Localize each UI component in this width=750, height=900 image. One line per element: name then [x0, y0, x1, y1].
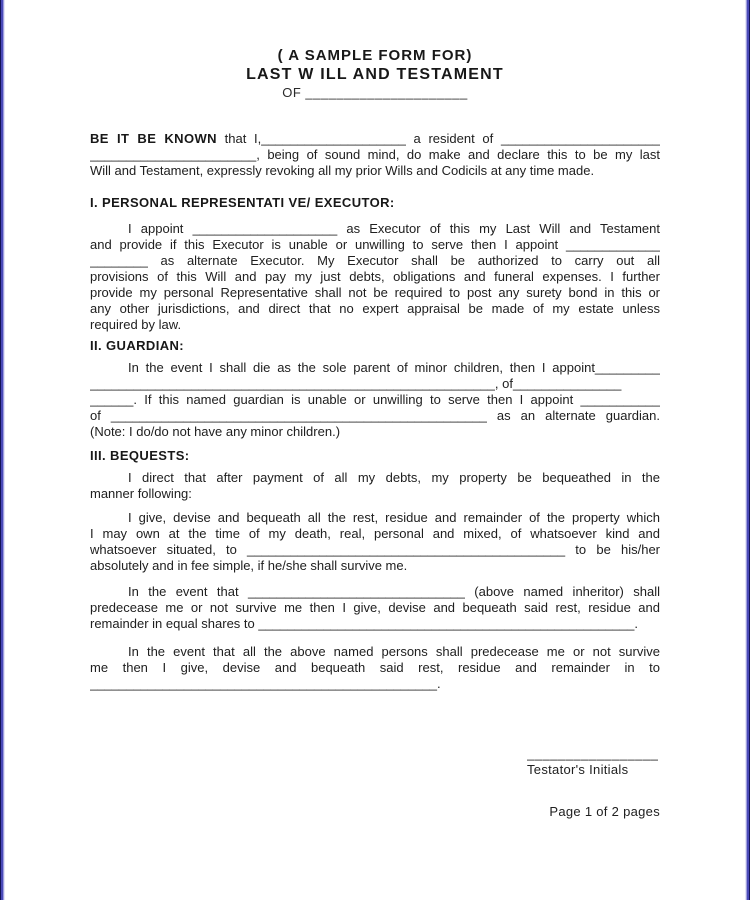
guardian-line-4: of ____________________________________________________ as an alternate guardian.	[90, 408, 660, 423]
initials-blank-field: _________________	[527, 746, 659, 761]
bequests-direct-paragraph	[90, 470, 660, 502]
bequests-all-predecease-paragraph	[90, 644, 660, 692]
inheritor-line-3: remainder in equal shares to ____________________________________________________.	[90, 616, 638, 631]
executor-line-7: required by law.	[90, 317, 182, 332]
executor-line-6: any other jurisdictions, and direct that no expert appraisal be made of my estate unless	[90, 301, 660, 316]
page-number-label: Page 1 of 2 pages	[549, 804, 660, 819]
bequests-give-paragraph	[90, 510, 660, 574]
executor-line-1: I appoint ____________________ as Executor of this my Last Will and Testament	[128, 221, 660, 236]
all-predecease-line-1: In the event that all the above named persons shall predecease me or not survive	[128, 644, 660, 659]
executor-line-5: provide my personal Representative shall not be required to post any surety bond in this or	[90, 285, 660, 300]
all-predecease-line-3: ________________________________________________.	[90, 676, 441, 691]
of-label: OF	[282, 85, 302, 100]
guardian-line-3: ______. If this named guardian is unable or unwilling to serve then I appoint ___________	[90, 392, 660, 407]
inheritor-line-1: In the event that ______________________________ (above named inheritor) shall	[128, 584, 660, 599]
bequests-inheritor-paragraph	[90, 584, 660, 632]
intro-line-2: _______________________, being of sound mind, do make and declare this to be my last	[90, 147, 660, 162]
executor-line-4: provisions of this Will and pay my just debts, obligations and funeral expenses. I further	[90, 269, 660, 284]
testator-initials-block	[527, 746, 660, 778]
title-sample-form: ( A SAMPLE FORM FOR)	[277, 47, 473, 64]
direct-line-2: manner following:	[90, 486, 192, 501]
section-heading-executor: I. PERSONAL REPRESENTATI VE/ EXECUTOR:	[90, 195, 395, 210]
guardian-line-2: ________________________________________________________, of_______________	[90, 376, 622, 391]
initials-label: Testator's Initials	[527, 762, 629, 777]
of-blank-field: _____________________	[305, 85, 468, 100]
title-last-will: LAST W ILL AND TESTAMENT	[246, 66, 504, 83]
intro-line-1: BE IT BE KNOWN that I,____________________ a resident of ______________________	[90, 131, 660, 146]
guardian-note-line: (Note: I do/do not have any minor children.)	[90, 424, 341, 439]
section-heading-bequests: III. BEQUESTS:	[90, 448, 190, 463]
intro-paragraph	[90, 131, 660, 179]
title-of-line	[90, 84, 660, 101]
give-line-2: I may own at the time of my death, real, personal and mixed, of whatsoever kind and	[90, 526, 660, 541]
direct-line-1: I direct that after payment of all my debts, my property be bequeathed in the	[128, 470, 660, 485]
executor-line-2: and provide if this Executor is unable or unwilling to serve then I appoint _____________	[90, 237, 660, 252]
executor-paragraph	[90, 221, 660, 333]
give-line-4: absolutely and in fee simple, if he/she shall survive me.	[90, 558, 408, 573]
inheritor-line-2: predecease me or not survive me then I give, devise and bequeath said rest, residue and	[90, 600, 660, 615]
be-it-known-lead: BE IT BE KNOWN	[90, 131, 217, 146]
section-heading-guardian: II. GUARDIAN:	[90, 338, 185, 353]
guardian-paragraph	[90, 360, 660, 440]
scan-right-border	[745, 0, 750, 900]
scan-left-border	[0, 0, 5, 900]
give-line-3: whatsoever situated, to ____________________________________________ to be his/her	[90, 542, 660, 557]
document-title	[90, 46, 660, 101]
all-predecease-line-2: me then I give, devise and bequeath said rest, residue and remainder in to	[90, 660, 660, 675]
give-line-1: I give, devise and bequeath all the rest, residue and remainder of the property which	[128, 510, 660, 525]
intro-line-3: Will and Testament, expressly revoking all my prior Wills and Codicils at any time made.	[90, 163, 595, 178]
guardian-line-1: In the event I shall die as the sole parent of minor children, then I appoint_________	[128, 360, 660, 375]
executor-line-3: ________ as alternate Executor. My Executor shall be authorized to carry out all	[90, 253, 660, 268]
